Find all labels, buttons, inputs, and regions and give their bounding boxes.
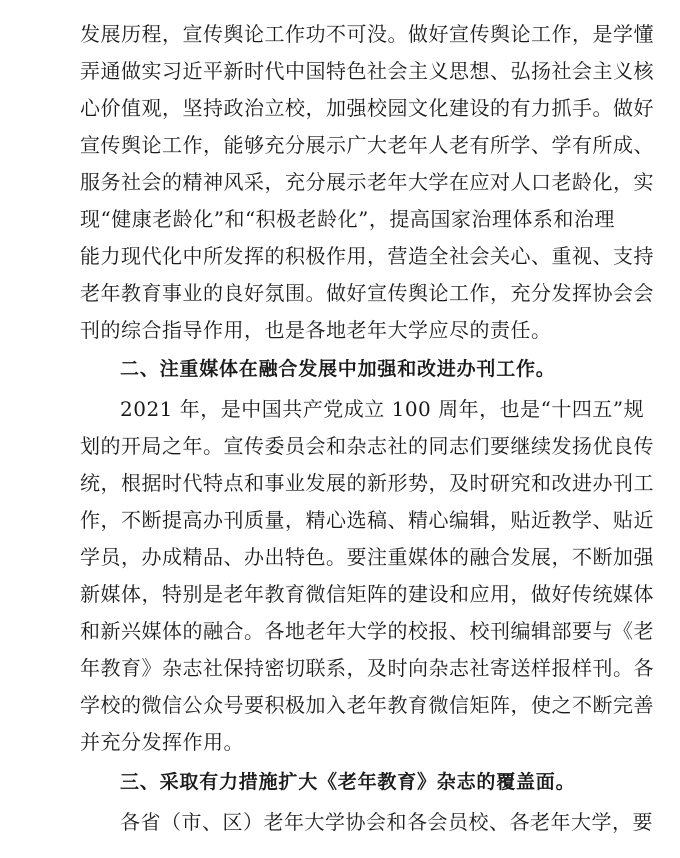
paragraph-2-line: 学校的微信公众号要积极加入老年教育微信矩阵，使之不断完善 [80, 693, 654, 717]
paragraph-1-line: 现“健康老龄化”和“积极老龄化”，提高国家治理体系和治理 [80, 207, 615, 231]
paragraph-2-line: 学员，办成精品、办出特色。要注重媒体的融合发展，不断加强 [80, 545, 654, 569]
paragraph-1-line: 发展历程，宣传舆论工作功不可没。做好宣传舆论工作，是学懂 [80, 22, 654, 46]
paragraph-1-line: 宣传舆论工作，能够充分展示广大老年人老有所学、学有所成、 [80, 133, 654, 157]
paragraph-3-line: 各省（市、区）老年大学协会和各会员校、各老年大学，要 [120, 810, 653, 834]
paragraph-2-line: 新媒体，特别是老年教育微信矩阵的建设和应用，做好传统媒体 [80, 582, 654, 606]
paragraph-2-line: 作，不断提高办刊质量，精心选稿、精心编辑，贴近教学、贴近 [80, 508, 654, 532]
paragraph-1-line: 老年教育事业的良好氛围。做好宣传舆论工作，充分发挥协会会 [80, 281, 654, 305]
paragraph-2-line: 年教育》杂志社保持密切联系，及时向杂志社寄送样报样刊。各 [80, 656, 654, 680]
section-heading-2: 二、注重媒体在融合发展中加强和改进办刊工作。 [120, 358, 556, 380]
paragraph-2-line: 统，根据时代特点和事业发展的新形势，及时研究和改进办刊工 [80, 471, 654, 495]
paragraph-2-line: 2021 年，是中国共产党成立 100 周年，也是“十四五”规 [120, 397, 645, 421]
paragraph-1-line: 心价值观，坚持政治立校，加强校园文化建设的有力抓手。做好 [80, 96, 654, 120]
section-heading-3: 三、采取有力措施扩大《老年教育》杂志的覆盖面。 [120, 771, 576, 793]
paragraph-1-line: 服务社会的精神风采，充分展示老年大学在应对人口老龄化，实 [80, 170, 654, 194]
paragraph-1-line: 能力现代化中所发挥的积极作用，营造全社会关心、重视、支持 [80, 244, 654, 268]
paragraph-1-line: 弄通做实习近平新时代中国特色社会主义思想、弘扬社会主义核 [80, 59, 654, 83]
paragraph-1-line: 刊的综合指导作用，也是各地老年大学应尽的责任。 [80, 318, 552, 342]
paragraph-2-line: 划的开局之年。宣传委员会和杂志社的同志们要继续发扬优良传 [80, 434, 654, 458]
paragraph-2-line: 并充分发挥作用。 [80, 730, 244, 754]
paragraph-2-line: 和新兴媒体的融合。各地老年大学的校报、校刊编辑部要与《老 [80, 619, 654, 643]
